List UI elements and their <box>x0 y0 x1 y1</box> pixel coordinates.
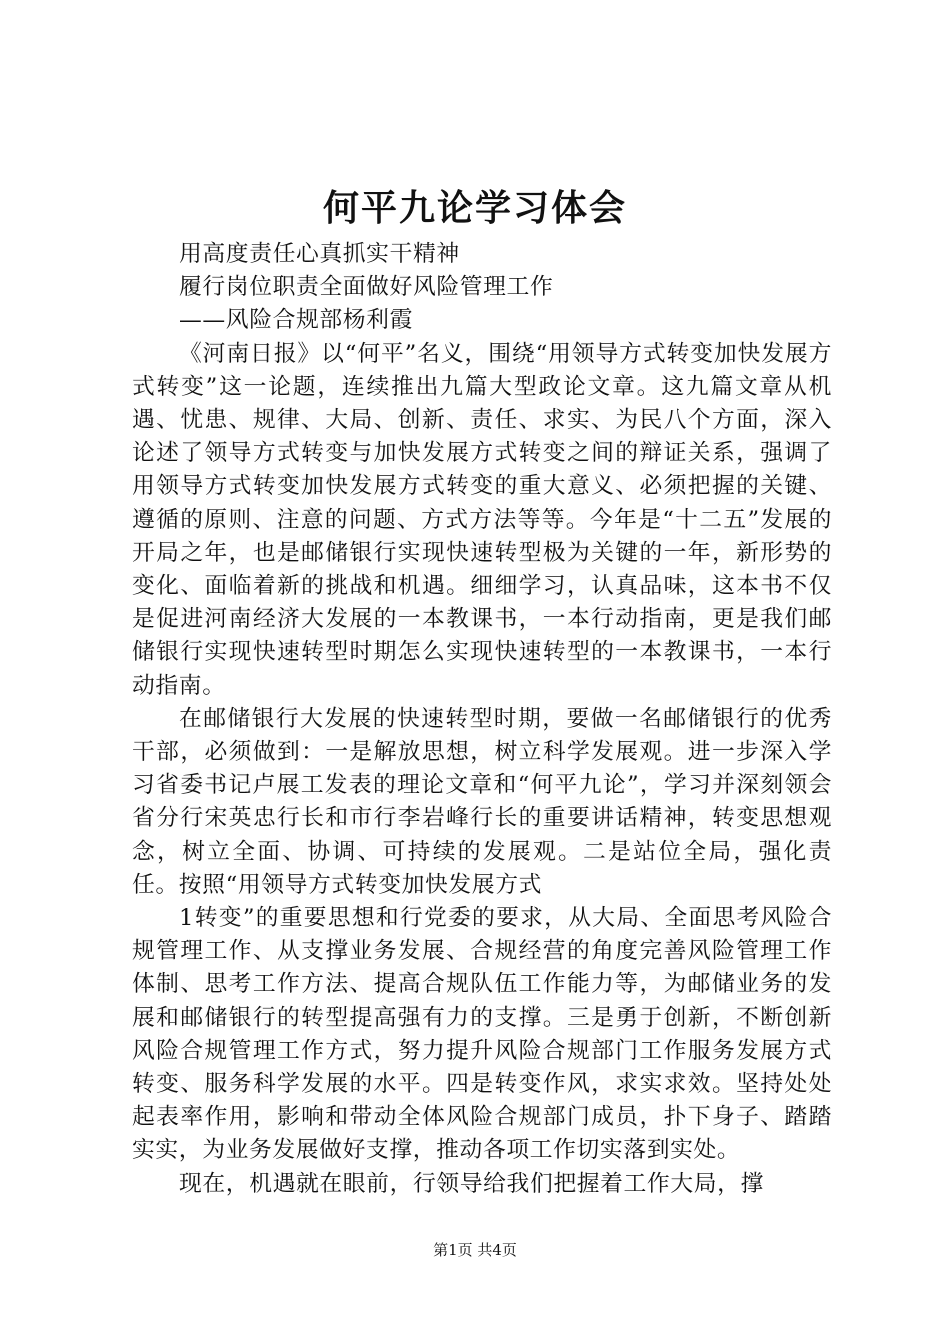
paragraph-1: 《河南日报》以“何平”名义，围绕“用领导方式转变加快发展方式转变”这一论题，连续推出九篇大型政论文章。这九篇文章从机遇、忧患、规律、大局、创新、责任、求实、为民八个方面，深入论述了领导方式转变与加快发展方式转变之间的辩证关系，强调了用领导方式转变加快发展方式转变的重大意义、必须把握的关键、遵循的原则、注意的问题、方式方法等等。今年是“十二五”发展的开局之年，也是邮储银行实现快速转型极为关键的一年，新形势的变化、面临着新的挑战和机遇。细细学习，认真品味，这本书不仅是促进河南经济大发展的一本教课书，一本行动指南，更是我们邮储银行实现快速转型时期怎么实现快速转型的一本教课书，一本行动指南。 <box>132 340 832 699</box>
document-title: 何平九论学习体会 <box>322 187 627 229</box>
subtitle-line-2: 履行岗位职责全面做好风险管理工作 <box>179 274 554 301</box>
author-line: ——风险合规部杨利霞 <box>179 307 413 334</box>
page-number-footer: 第1页 共4页 <box>433 1241 517 1259</box>
paragraph-2: 在邮储银行大发展的快速转型时期，要做一名邮储银行的优秀干部，必须做到：一是解放思想，树立科学发展观。进一步深入学习省委书记卢展工发表的理论文章和“何平九论”，学习并深刻领会省分行宋英忠行长和市行李岩峰行长的重要讲话精神，转变思想观念，树立全面、协调、可持续的发展观。二是站位全局，强化责任。按照“用领导方式转变加快发展方式 <box>132 705 832 898</box>
subtitle-line-1: 用高度责任心真抓实干精神 <box>179 241 460 267</box>
paragraph-4: 现在，机遇就在眼前，行领导给我们把握着工作大局，撑 <box>179 1170 764 1197</box>
paragraph-3: 1转变”的重要思想和行党委的要求，从大局、全面思考风险合规管理工作、从支撑业务发展、合规经营的角度完善风险管理工作体制、思考工作方法、提高合规队伍工作能力等，为邮储业务的发展和邮储银行的转型提高强有力的支撑。三是勇于创新，不断创新风险合规管理工作方式，努力提升风险合规部门工作服务发展方式转变、服务科学发展的水平。四是转变作风，求实求效。坚持处处起表率作用，影响和带动全体风险合规部门成员，扑下身子、踏踏实实，为业务发展做好支撑，推动各项工作切实落到实处。 <box>132 905 832 1164</box>
document-body <box>132 238 832 1201</box>
